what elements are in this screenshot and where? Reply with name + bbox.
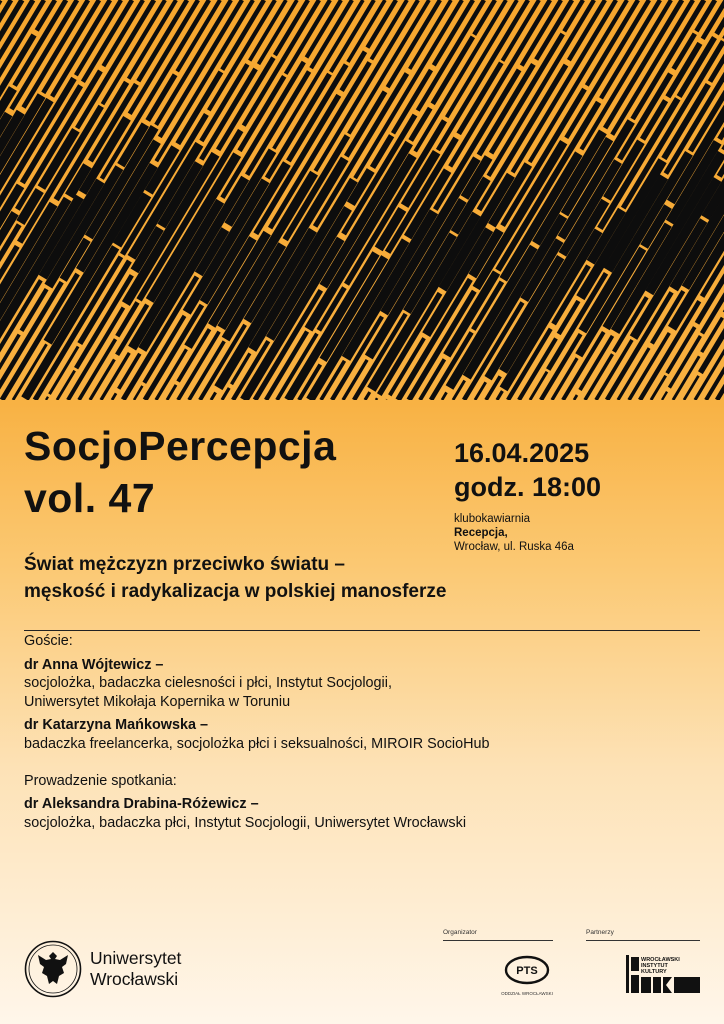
- stripe-segment: [479, 64, 533, 155]
- stripe-segment: [411, 108, 431, 140]
- diagonal-stripes: [0, 0, 724, 400]
- stripe-segment: [376, 398, 377, 400]
- stripe-segment: [587, 0, 638, 85]
- topic-line-1: Świat mężczyzn przeciwko światu –: [24, 554, 345, 575]
- guest-1-desc-2: Uniwersytet Mikołaja Kopernika w Toruniu: [24, 693, 291, 710]
- moderator-desc-1: socjolożka, badaczka płci, Instytut Socjologii, Uniwersytet Wrocławski: [24, 814, 467, 831]
- stripe-segment: [177, 0, 220, 71]
- organizer-rule: [443, 940, 553, 941]
- guest-1-desc-1: socjolożka, badaczka cielesności i płci, Instytut Socjologii,: [24, 675, 392, 692]
- stripe-segment: [442, 392, 447, 400]
- stripe-segment: [211, 392, 216, 400]
- wik-emblem-icon: [626, 955, 702, 995]
- pts-subtitle: ODDZIAŁ WROCŁAWSKI: [501, 991, 553, 996]
- stripe-segment: [489, 0, 595, 176]
- partners-label: Partnerzy: [586, 929, 614, 936]
- stripe-segment: [674, 34, 695, 69]
- wik-logo: [626, 955, 702, 1000]
- title-line-2: vol. 47: [24, 475, 156, 521]
- event-title: [24, 420, 336, 524]
- stripe-segment: [134, 386, 142, 400]
- venue-block: [454, 512, 574, 554]
- stripe-segment: [311, 0, 352, 68]
- event-time: godz. 18:00: [454, 472, 602, 502]
- venue-name: Recepcja,: [454, 527, 508, 539]
- pts-logo: [500, 955, 554, 996]
- university-logo: [24, 940, 181, 998]
- organizer-label: Organizator: [443, 929, 477, 936]
- stripe-segment: [475, 382, 486, 400]
- venue-address: Wrocław, ul. Ruska 46a: [454, 541, 574, 553]
- stripe-segment: [434, 0, 473, 65]
- topic-line-2: męskość i radykalizacja w polskiej manosferze: [24, 581, 447, 602]
- university-name: [90, 948, 181, 990]
- stripe-segment: [178, 332, 219, 400]
- stripe-segment: [331, 0, 374, 72]
- stripe-segment: [266, 332, 307, 401]
- speakers-section: [24, 632, 490, 832]
- guest-2-desc-1: badaczka freelancerka, socjolożka płci i seksualności, MIROIR SocioHub: [24, 735, 490, 752]
- stripe-segment: [410, 0, 451, 69]
- wik-line-1: WROCŁAWSKI: [641, 957, 680, 963]
- stripe-segment: [365, 392, 370, 400]
- event-date: 16.04.2025: [454, 438, 590, 468]
- wik-line-3: KULTURY: [641, 969, 667, 975]
- eagle-crest-icon: [24, 940, 82, 998]
- stripe-segment: [497, 391, 502, 400]
- stripe-segment: [474, 0, 495, 35]
- title-line-1: SocjoPercepcja: [24, 423, 337, 469]
- university-name-line-2: Wrocławski: [90, 969, 179, 989]
- stripe-segment: [388, 0, 440, 87]
- wik-line-2: INSTYTUT: [641, 963, 668, 969]
- guest-1-name: dr Anna Wójtewicz –: [24, 656, 164, 673]
- stripe-segment: [46, 397, 48, 400]
- stripe-segment: [112, 393, 116, 400]
- pts-logo-text: PTS: [516, 965, 538, 977]
- stripe-segment: [662, 392, 667, 400]
- guest-2-name: dr Katarzyna Mańkowska –: [24, 717, 208, 734]
- stripe-segment: [119, 354, 140, 389]
- stripe-segment: [103, 0, 143, 66]
- guests-label: Goście:: [24, 633, 73, 649]
- venue-type: klubokawiarnia: [454, 513, 531, 525]
- stripe-segment: [522, 0, 561, 66]
- university-name-line-1: Uniwersytet: [90, 948, 182, 968]
- pts-emblem-icon: [504, 955, 550, 985]
- divider: [24, 630, 700, 631]
- stripe-segment: [222, 0, 264, 70]
- moderator-name: dr Aleksandra Drabina-Różewicz –: [24, 796, 259, 813]
- event-topic: [24, 551, 446, 605]
- stripe-segment: [90, 359, 114, 400]
- stripe-segment: [117, 302, 137, 336]
- stripe-segment: [629, 333, 669, 400]
- stripe-segment: [574, 395, 577, 400]
- stripe-segment: [459, 63, 502, 134]
- event-datetime: [454, 436, 601, 504]
- stripe-segment: [222, 388, 229, 400]
- stripe-segment: [433, 37, 473, 104]
- stripe-segment: [702, 318, 723, 352]
- partners-rule: [586, 940, 700, 941]
- striped-arc-artwork: [0, 0, 724, 400]
- moderation-label: Prowadzenie spotkania:: [24, 772, 177, 789]
- stripe-segment: [167, 385, 176, 400]
